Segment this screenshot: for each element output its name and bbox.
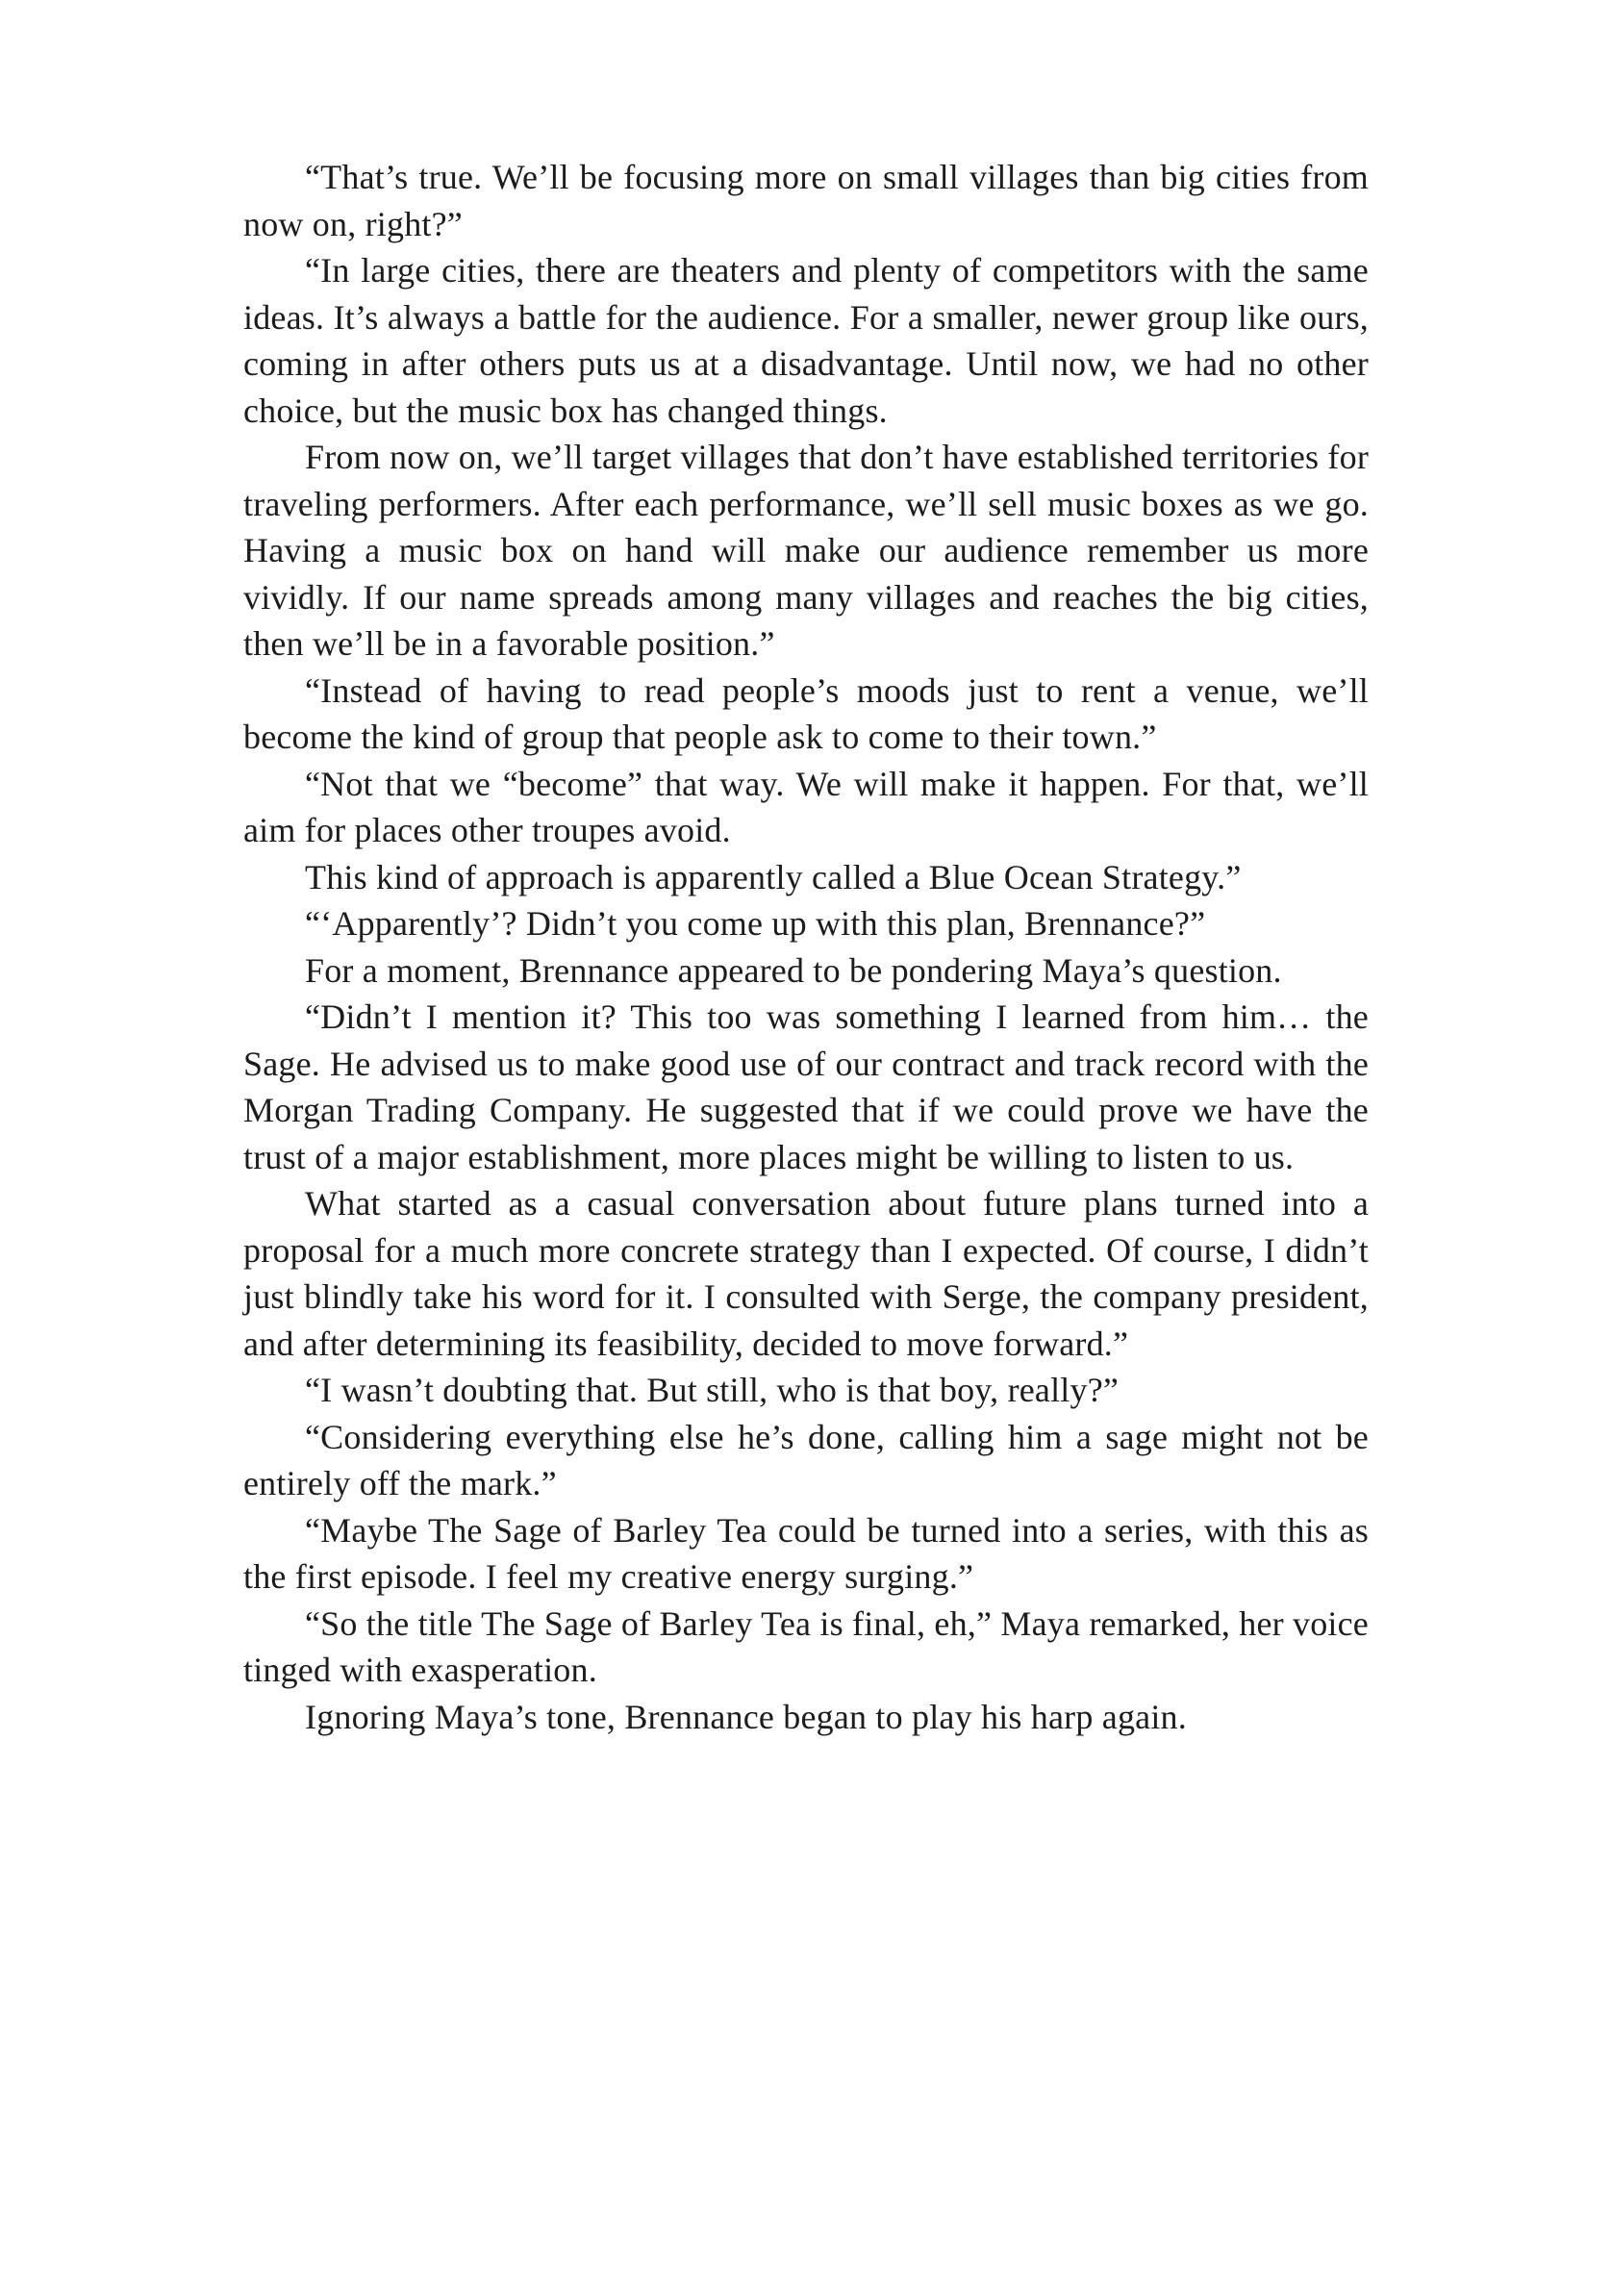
text-block <box>243 154 1369 1740</box>
paragraph: “Instead of having to read people’s moods just to rent a venue, we’ll become the kind of group that people ask to come to their town.” <box>243 670 1369 756</box>
paragraph: “‘Apparently’? Didn’t you come up with this plan, Brennance?” <box>305 904 1206 943</box>
paragraph: “I wasn’t doubting that. But still, who is that boy, really?” <box>305 1371 1120 1409</box>
paragraph: For a moment, Brennance appeared to be pondering Maya’s question. <box>305 950 1282 990</box>
paragraph: “Maybe The Sage of Barley Tea could be turned into a series, with this as the first episode. I feel my creative energy surging.” <box>243 1510 1369 1596</box>
paragraph: “That’s true. We’ll be focusing more on small villages than big cities from now on, right?” <box>243 158 1369 243</box>
paragraph: What started as a casual conversation about future plans turned into a proposal for a much more concrete strategy than I expected. Of course, I didn’t just blindly take his word for it. I consulted with Serge, the company president, and after determining its feasibility, decided to move forward.” <box>243 1184 1369 1363</box>
paragraph: From now on, we’ll target villages that don’t have established territories for traveling performers. After each performance, we’ll sell music boxes as we go. Having a music box on hand will make our audience remember us more vividly. If our name spreads among many villages and reaches the big cities, then we’ll be in a favorable position.” <box>243 438 1370 663</box>
paragraph: Ignoring Maya’s tone, Brennance began to play his harp again. <box>305 1697 1187 1736</box>
paragraph: “Considering everything else he’s done, calling him a sage might not be entirely off the mark.” <box>243 1417 1369 1502</box>
paragraph: “Didn’t I mention it? This too was something I learned from him… the Sage. He advised us to make good use of our contract and track record with the Morgan Trading Company. He suggested that if we could prove we have the trust of a major establishment, more places might be willing to listen to us. <box>243 997 1369 1176</box>
paragraph: This kind of approach is apparently called a Blue Ocean Strategy.” <box>305 857 1242 896</box>
paragraph: “So the title The Sage of Barley Tea is final, eh,” Maya remarked, her voice tinged with exasperation. <box>243 1603 1369 1689</box>
paragraph: “In large cities, there are theaters and plenty of competitors with the same ideas. It’s always a battle for the audience. For a smaller, newer group like ours, coming in after others puts us at a disadvantage. Until now, we had no other choice, but the music box has changed things. <box>243 251 1369 430</box>
paragraph: “Not that we “become” that way. We will make it happen. For that, we’ll aim for places other troupes avoid. <box>243 764 1369 849</box>
